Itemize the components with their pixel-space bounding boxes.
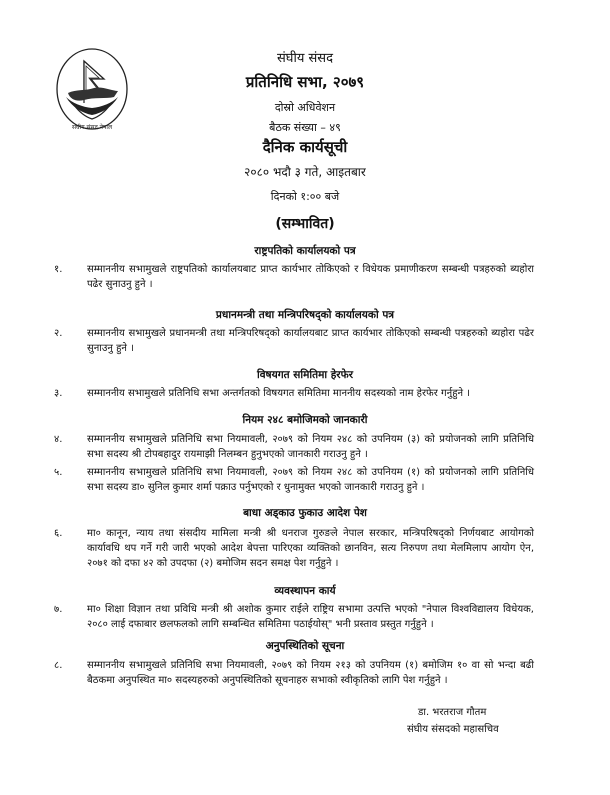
section-title-committee: विषयगत समितिमा हेरफेर: [257, 369, 353, 381]
item-text: सम्माननीय सभामुखले प्रतिनिधि सभा नियमावली, २०७९ को नियम २१३ को उपनियम (१) बमोजिम १० वा सो भन्दा बढी बैठकमा अनुपस्थित मा० सदस्यहरुको अनुपस्थितिको सूचनाहरु सभाको स्वीकृतिको लागि पेश गर्नुहुने ।: [87, 660, 534, 686]
status-label: (सम्भावित): [275, 216, 335, 232]
item-text: सम्माननीय सभामुखले प्रधानमन्त्री तथा मन्त्रिपरिषद्को कार्यालयबाट प्राप्त कार्यभार तोकिएको सम्बन्धी पत्रहरुको ब्यहोरा पढेर सुनाउनु हुने ।: [87, 328, 534, 354]
item-text: सम्माननीय सभामुखले प्रतिनिधि सभा नियमावली, २०७९ को नियम २४८ को उपनियम (१) को प्रयोजनको लागि प्रतिनिधि सभा सदस्य डा० सुनिल कुमार शर्मा पक्राउ पर्नुभएको र धुनामुक्त भएको जानकारी गराउनु हुने ।: [87, 467, 534, 493]
agenda-item: [54, 602, 534, 632]
agenda-item: [54, 658, 534, 688]
page-title: दैनिक कार्यसूची: [262, 138, 348, 156]
item-number: ७.: [54, 604, 63, 615]
item-text: मा० शिक्षा विज्ञान तथा प्रविधि मन्त्री श्री अशोक कुमार राईले राष्ट्रिय सभामा उत्पत्ति भएको "नेपाल विश्वविद्यालय विधेयक, २०८० लाई दफाबार छलफलको लागि सम्बन्धित समितिमा पठाईयोस्" भनी प्रस्ताव प्रस्तुत गर्नुहुने ।: [87, 604, 534, 630]
section-title-rule-248: नियम २४८ बमोजिमको जानकारी: [242, 414, 368, 426]
house-title: प्रतिनिधि सभा, २०७९: [245, 73, 365, 91]
meeting-time: दिनको १:०० बजे: [270, 190, 340, 203]
section-title-pm-office: प्रधानमन्त्री तथा मन्त्रिपरिषद्को कार्यालयको पत्र: [215, 309, 395, 321]
section-title-absence-notice: अनुपस्थितिको सूचना: [265, 640, 345, 652]
signatory-name: डा. भरतराज गौतम: [418, 707, 487, 718]
item-number: २.: [54, 328, 63, 339]
agenda-item: [54, 432, 534, 462]
meeting-number: बैठक संख्या – ४९: [269, 121, 341, 134]
section-title-legislation: व्यवस्थापन कार्य: [274, 585, 336, 597]
agenda-item: [54, 326, 534, 356]
item-number: ५.: [54, 467, 63, 478]
agenda-item: [54, 526, 534, 571]
org-name: संघीय संसद: [277, 51, 333, 66]
agenda-item: [54, 465, 534, 495]
agenda-item: [54, 262, 534, 292]
section-title-removal-of-difficulty: बाधा अड्काउ फुकाउ आदेश पेश: [243, 507, 367, 519]
meeting-date: २०८० भदौ ३ गते, आइतबार: [244, 165, 366, 179]
agenda-item: [54, 386, 534, 401]
signatory-title: संघीय संसदको महासचिव: [407, 724, 499, 735]
item-number: ६.: [54, 528, 63, 539]
item-text: सम्माननीय सभामुखले राष्ट्रपतिको कार्यालयबाट प्राप्त कार्यभार तोकिएको र विधेयक प्रमाणीकरण सम्बन्धी पत्रहरुको ब्यहोरा पढेर सुनाउनु हुने ।: [87, 264, 534, 290]
session-label: दोस्रो अधिवेशन: [274, 101, 336, 114]
item-text: मा० कानून, न्याय तथा संसदीय मामिला मन्त्री श्री धनराज गुरुङले नेपाल सरकार, मन्त्रिपरिषद्को निर्णयबाट आयोगको कार्यावधि थप गर्ने गरी जारी भएको आदेश बेपत्ता पारिएका व्यक्तिको छानविन, सत्य निरुपण तथा मेलमिलाप आयोग ऐन, २०७१ को दफा ४२ को उपदफा (२) बमोजिम सदन समक्ष पेश गर्नुहुने ।: [87, 528, 534, 569]
item-text: सम्माननीय सभामुखले प्रतिनिधि सभा नियमावली, २०७९ को नियम २४८ को उपनियम (३) को प्रयोजनको लागि प्रतिनिधि सभा सदस्य श्री टोपबहादुर रायमाझी निलम्बन हुनुभएको जानकारी गराउनु हुने ।: [87, 434, 534, 460]
section-title-president: राष्ट्रपतिको कार्यालयको पत्र: [254, 245, 356, 257]
item-number: ४.: [54, 434, 63, 445]
logo-text: संघीय संसद नेपाल: [71, 124, 113, 131]
item-number: १.: [54, 264, 63, 275]
item-number: ८.: [54, 660, 63, 671]
item-number: ३.: [54, 388, 63, 399]
item-text: सम्माननीय सभामुखले प्रतिनिधि सभा अन्तर्गतको विषयगत समितिमा माननीय सदस्यको नाम हेरफेर गर्नुहुने ।: [87, 388, 471, 399]
